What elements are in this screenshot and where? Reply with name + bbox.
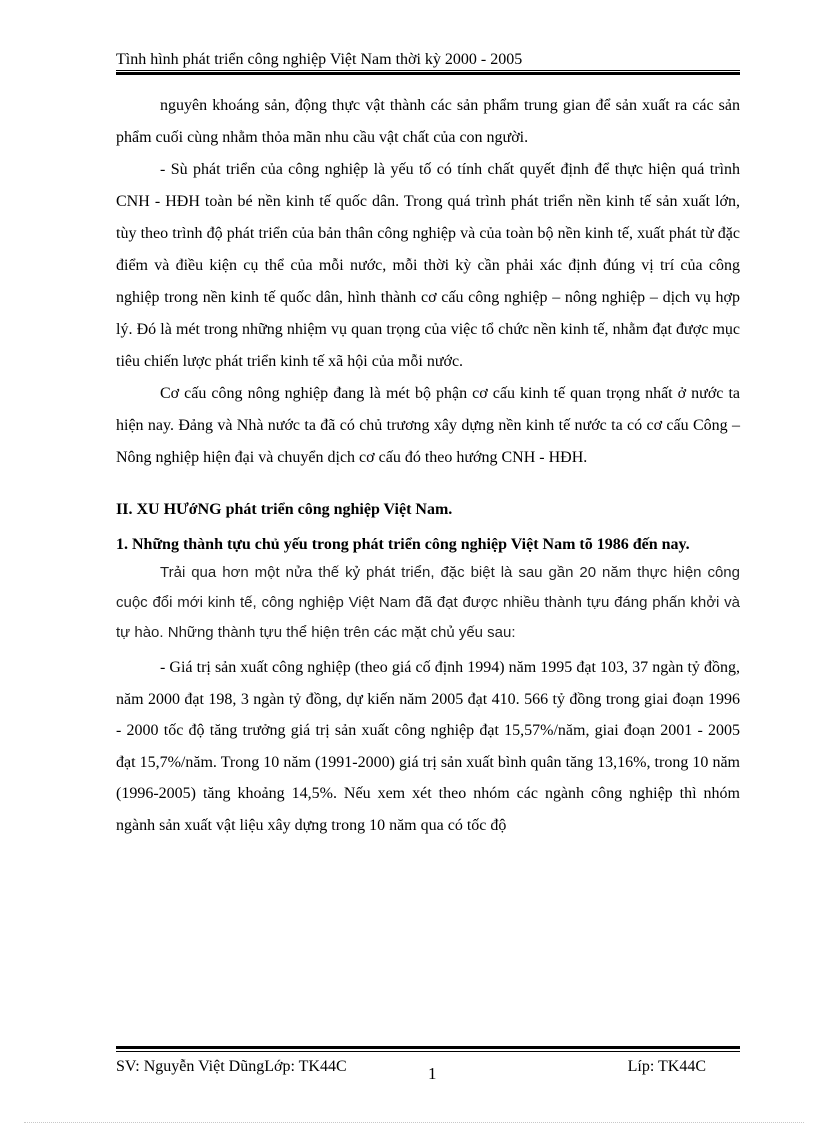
page-header-title: Tình hình phát triển công nghiệp Việt Nam thời kỳ 2000 - 2005: [116, 51, 523, 68]
paragraph-1: nguyên khoáng sản, động thực vật thành các sản phẩm trung gian để sản xuất ra các sản phẩm cuối cùng nhằm thỏa mãn nhu cầu vật chất của con người.: [116, 97, 740, 146]
footer-student: SV: Nguyễn Việt DũngLớp: TK44C: [116, 1058, 347, 1075]
header-rule-thick: [116, 72, 740, 75]
page-footer: [116, 1058, 740, 1082]
footer-rule-thick: [116, 1046, 740, 1049]
header-rule-thin: [116, 70, 740, 71]
footer-rule-thin: [116, 1051, 740, 1052]
paragraph-2: - Sù phát triển của công nghiệp là yếu tố có tính chất quyết định để thực hiện quá trình CNH - HĐH toàn bé nền kinh tế quốc dân. Trong quá trình phát triển nền kinh tế sản xuất lớn, tùy theo trình độ phát triển của bản thân công nghiệp và của toàn bộ nền kinh tế, xuất phát từ đặc điểm và điều kiện cụ thể của mỗi nước, mỗi thời kỳ cần phải xác định đúng vị trí của công nghiệp trong nền kinh tế quốc dân, hình thành cơ cấu công nghiệp – nông nghiệp – dịch vụ hợp lý. Đó là mét trong những nhiệm vụ quan trọng của việc tổ chức nền kinh tế, nhằm đạt được mục tiêu chiến lược phát triển kinh tế xã hội của mỗi nước.: [116, 161, 740, 370]
section-heading: II. XU HƯớNG phát triển công nghiệp Việt Nam.: [116, 501, 453, 518]
footer-class: Líp: TK44C: [627, 1058, 706, 1075]
page-number: 1: [428, 1064, 437, 1083]
paragraph-5: - Giá trị sản xuất công nghiệp (theo giá cố định 1994) năm 1995 đạt 103, 37 ngàn tỷ đồng, năm 2000 đạt 198, 3 ngàn tỷ đồng, dự kiến năm 2005 đạt 410. 566 tỷ đồng trong giai đoạn 1996 - 2000 tốc độ tăng trưởng giá trị sản xuất công nghiệp đạt 15,57%/năm, giai đoạn 2001 - 2005 đạt 15,7%/năm. Trong 10 năm (1991-2000) giá trị sản xuất bình quân tăng 13,16%, trong 10 năm (1996-2005) tăng khoảng 14,5%. Nếu xem xét theo nhóm các ngành công nghiệp thì nhóm ngành sản xuất vật liệu xây dựng trong 10 năm qua có tốc độ: [116, 659, 740, 834]
paragraph-4: Trải qua hơn một nửa thế kỷ phát triển, đặc biệt là sau gần 20 năm thực hiện công cuộc đổi mới kinh tế, công nghiệp Việt Nam đã đạt được nhiều thành tựu đáng phấn khởi và tự hào. Những thành tựu thể hiện trên các mặt chủ yếu sau:: [116, 564, 740, 641]
paragraph-3: Cơ cấu công nông nghiệp đang là mét bộ phận cơ cấu kinh tế quan trọng nhất ở nước ta hiện nay. Đảng và Nhà nước ta đã có chủ trương xây dựng nền kinh tế nước ta có cơ cấu Công – Nông nghiệp hiện đại và chuyển dịch cơ cấu đó theo hướng CNH - HĐH.: [116, 385, 740, 466]
subsection-heading: 1. Những thành tựu chủ yếu trong phát triển công nghiệp Việt Nam tõ 1986 đến nay.: [116, 536, 690, 553]
document-body: [116, 90, 740, 841]
